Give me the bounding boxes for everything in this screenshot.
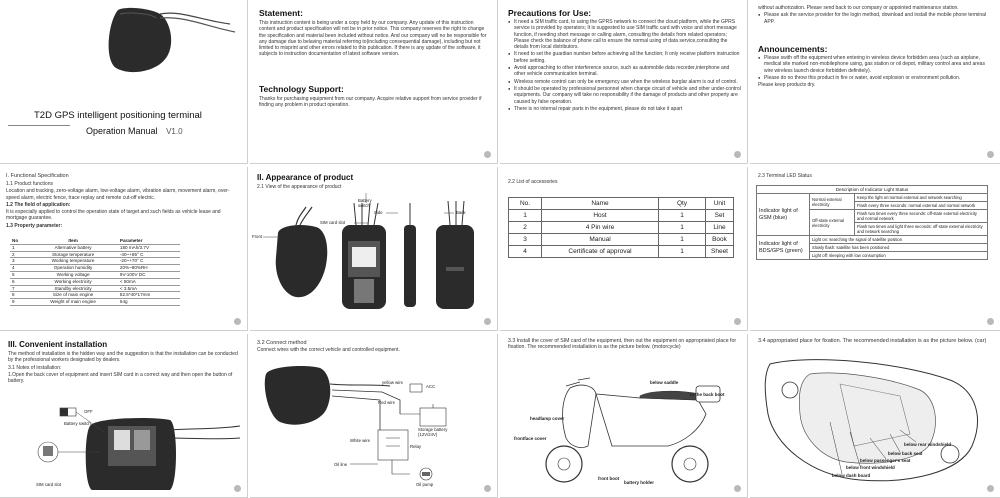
property-row bbox=[10, 278, 180, 285]
gsm-normal-desc-1: Keep the light on:normal external and network searching bbox=[855, 194, 988, 202]
property-row bbox=[10, 285, 180, 292]
accessory-cell-no: 3 bbox=[509, 234, 542, 246]
accessories-table bbox=[508, 197, 734, 258]
s12-text: It is especially applied to control the operation state of target and such fields as vehicle lease and mortgage guarantee. bbox=[6, 209, 221, 222]
on-label: ON bbox=[60, 409, 67, 414]
front-boot-label: front boot bbox=[598, 476, 620, 481]
back-label: Back bbox=[456, 210, 466, 215]
property-cell-no: 4 bbox=[10, 265, 28, 272]
front-cover-label: frontface cover bbox=[514, 436, 547, 441]
accessory-row bbox=[509, 234, 734, 246]
accessory-cell-name: 4 Pin wire bbox=[542, 222, 659, 234]
property-cell-no: 5 bbox=[10, 271, 28, 278]
property-cell-parameter: -20~+70° C bbox=[118, 258, 180, 265]
announcements-panel bbox=[750, 0, 1000, 164]
sim-insert-illustration bbox=[0, 334, 248, 498]
property-cell-parameter: 20%~80%RH bbox=[118, 265, 180, 272]
precaution-item: ● Avoid approaching to other interference source, such as automobile data recorder,interphone and other vehicle communication terminal. bbox=[508, 65, 742, 78]
functional-panel bbox=[0, 167, 248, 331]
install-text: The method of installation is the hidden way and the suggestion is that the installation can be conducted by the professional workers designated by dealers. bbox=[8, 351, 238, 364]
property-cell-no: 6 bbox=[10, 278, 28, 285]
motorcycle-heading: 3.3 Install the cover of SIM card of the equipment, then out the equipment on appropriated place for fixation. The recommended installation is as the picture below. (motorcycle) bbox=[508, 338, 737, 351]
back-seat-label: below back seat bbox=[888, 451, 923, 456]
page-number-dot bbox=[484, 318, 491, 325]
announcements-lead bbox=[758, 5, 994, 26]
s31-text: 1.Open the back cover of equipment and insert SIM card in a correct way and then open the button of battery. bbox=[8, 371, 233, 385]
car-heading: 3.4 appropriated place for fixation. The recommended installation is as the picture below. (car) bbox=[758, 338, 987, 344]
accessories-heading: 2.2 List of accessories bbox=[508, 179, 558, 185]
accessory-cell-unit: Set bbox=[706, 210, 734, 222]
property-row bbox=[10, 271, 180, 278]
car-illustration bbox=[750, 334, 1000, 498]
cover-divider bbox=[8, 125, 70, 126]
battery-holder-label: battery holder bbox=[624, 480, 655, 485]
announcements-heading: Announcements: bbox=[758, 44, 828, 54]
motorcycle-panel bbox=[500, 334, 748, 498]
property-cell-item: Operation humidity bbox=[28, 265, 118, 272]
property-cell-parameter: -40~+85° C bbox=[118, 251, 180, 258]
statement-text: This instruction content is being under a copy held by our company. Any update of this instruction content and product specification will not be in prior notice. This company reserves the right to change the specification and material been included without notice. And our company will no be responsible for any damage due to belaving material referring to(including consequential damage), including but not limited to misprint and other errors related to this publication. If there is any update of the software, it subjects to instruction documentation of latest software version. bbox=[259, 20, 487, 58]
accessory-cell-qty: 1 bbox=[659, 210, 706, 222]
accessory-cell-unit: Book bbox=[706, 234, 734, 246]
support-heading: Technology Support: bbox=[259, 84, 344, 94]
wiring-diagram bbox=[250, 334, 498, 498]
back-boot-label: In the back boot bbox=[690, 392, 725, 397]
property-cell-item: Weight of main engine bbox=[28, 299, 118, 306]
property-cell-parameter: 9V-100V DC bbox=[118, 271, 180, 278]
announcements-list bbox=[758, 55, 994, 89]
led-table-title: Description of Indicator Light Status bbox=[757, 186, 988, 194]
passenger-seat-label: below passenger's seat bbox=[860, 458, 911, 463]
property-cell-parameter: 54g bbox=[118, 299, 180, 306]
page-number-dot bbox=[234, 318, 241, 325]
rear-windshield-label: below rear windshield bbox=[904, 442, 952, 447]
front-windshield-label: below front windshield bbox=[846, 465, 895, 470]
accessory-row bbox=[509, 246, 734, 258]
property-cell-no: 7 bbox=[10, 285, 28, 292]
accessory-cell-name: Certificate of approval bbox=[542, 246, 659, 258]
property-cell-parameter: 82.5*40*17mm bbox=[118, 292, 180, 299]
property-cell-no: 3 bbox=[10, 258, 28, 265]
storage-battery-label: Storage battery (12V/24V) bbox=[418, 427, 448, 437]
oil-line-label: Oil line bbox=[334, 462, 348, 467]
acc-col-unit: Unit bbox=[706, 198, 734, 210]
led-panel bbox=[750, 167, 1000, 331]
gsm-offstate-desc-2: Flash two times and light three seconds: off-state external electricity and network searching bbox=[855, 223, 988, 236]
accessory-cell-qty: 1 bbox=[659, 234, 706, 246]
accessory-cell-no: 4 bbox=[509, 246, 542, 258]
off-label: OFF bbox=[84, 409, 93, 414]
precautions-panel bbox=[500, 0, 748, 164]
red-wire-label: Red wire bbox=[378, 400, 395, 405]
operation-manual-label: Operation Manual bbox=[86, 126, 158, 136]
install-heading: III. Convenient installation bbox=[8, 340, 108, 349]
car-panel bbox=[750, 334, 1000, 498]
cover-subtitle bbox=[86, 126, 183, 136]
col-item: Item bbox=[28, 238, 118, 244]
accessory-cell-unit: Sheet bbox=[706, 246, 734, 258]
precaution-item: ● There is no internal repair parts in the equipment, please do not take it apart bbox=[508, 106, 742, 112]
gsm-normal-desc-2: Flash every three seconds: normal external and normal network bbox=[855, 202, 988, 210]
announcement-item: ● Please swith off the equipment when entering in wireless device forbidden area (such as airplane, medical site marked non-mobilephone using, gas station or oil depot, military control area and areas wire wireless launch device forbidden definitely). bbox=[758, 55, 994, 74]
bds-row: Light off: sleeping with low consumption bbox=[810, 252, 988, 260]
lead-item: ● Please ask the service provider for the login method, download and install the mobile phone terminal APP. bbox=[758, 12, 994, 25]
s31-title: 3.1 Notes of installation: bbox=[8, 364, 62, 371]
page-number-dot bbox=[734, 485, 741, 492]
support-text: Thanks for purchasing equipment from our company. Acquire relative support from service provider if finding any problem in product operation. bbox=[259, 96, 482, 109]
announcements-footer: Please keep products dry. bbox=[758, 82, 816, 89]
accessory-cell-no: 1 bbox=[509, 210, 542, 222]
install-panel bbox=[0, 334, 248, 498]
property-row bbox=[10, 251, 180, 258]
property-cell-parameter: < 3.5mA bbox=[118, 285, 180, 292]
col-no: No bbox=[10, 238, 28, 244]
s11-text: Location and tracking, zero-voltage alarm, low-voltage alarm, vibration alarm, movement alarm, over-speed alarm, electric fence, trace replay and remote cut-off electric. bbox=[6, 188, 230, 201]
s11-title: 1.1 Product functions bbox=[6, 181, 53, 187]
property-cell-no: 2 bbox=[10, 251, 28, 258]
property-row bbox=[10, 299, 180, 306]
property-table bbox=[10, 238, 180, 306]
battery-switch-label: Battery switch bbox=[358, 198, 372, 208]
device-views-illustration bbox=[250, 167, 498, 331]
gsm-label: Indicator light of GSM (blue) bbox=[757, 194, 810, 236]
battery-switch-label: Battery switch bbox=[64, 421, 91, 426]
s12-title: 1.2 The field of application: bbox=[6, 201, 71, 208]
property-row bbox=[10, 244, 180, 251]
col-parameter: Parameter bbox=[118, 238, 180, 244]
acc-col-qty: Qty bbox=[659, 198, 706, 210]
white-wire-label: White wire bbox=[350, 438, 371, 443]
accessory-cell-qty: 1 bbox=[659, 246, 706, 258]
connect-heading: 3.2 Connect method bbox=[257, 340, 307, 346]
led-table bbox=[756, 185, 988, 260]
precaution-item: ● It should be operated by professional personnel when change circuit of vehicle and other under-control equipments. Our company will take no responsibility if the damage of products and other property are caused by false operation. bbox=[508, 86, 742, 105]
acc-col-no: No. bbox=[509, 198, 542, 210]
property-cell-no: 9 bbox=[10, 299, 28, 306]
precautions-heading: Precautions for Use: bbox=[508, 8, 592, 18]
precaution-item: ● It need a SIM traffic card, to using the GPRS network to connect the cloud platform, while the GPRS service is provided by operators; It is suggested to use SIM traffic card with voice and short message function, if needing short message or calling alarm, consulting the details from related operators; Please check the balance of phone call to ensure the normal using of data service,consulting the details from local distributors. bbox=[508, 19, 742, 50]
accessory-cell-no: 2 bbox=[509, 222, 542, 234]
page-number-dot bbox=[734, 151, 741, 158]
precautions-list bbox=[508, 19, 742, 113]
page-number-dot bbox=[234, 485, 241, 492]
property-cell-no: 8 bbox=[10, 292, 28, 299]
connect-sub: Connect wires with the correct vehicle and controlled equipment. bbox=[257, 347, 400, 353]
dashboard-label: below dash board bbox=[832, 473, 871, 478]
appearance-heading: II. Appearance of product bbox=[257, 173, 354, 182]
page-number-dot bbox=[987, 151, 994, 158]
accessory-cell-name: Host bbox=[542, 210, 659, 222]
page-number-dot bbox=[484, 151, 491, 158]
statement-panel bbox=[250, 0, 498, 164]
sim-slot-label: SIM card slot bbox=[36, 482, 62, 487]
front-label: Front bbox=[252, 234, 263, 239]
bds-row: Light on: searching the signal of satellite position bbox=[810, 236, 988, 244]
s13-title: 1.3 Property parameter: bbox=[6, 222, 63, 229]
property-cell-item: Storage temperature bbox=[28, 251, 118, 258]
property-cell-item: Working temperature bbox=[28, 258, 118, 265]
accessory-row bbox=[509, 222, 734, 234]
gsm-offstate-mode: Off-state external electricity bbox=[810, 210, 855, 236]
page-number-dot bbox=[987, 318, 994, 325]
property-cell-parameter: 180 mAh/3.7V bbox=[118, 244, 180, 251]
led-heading: 2.3 Terminal LED Status bbox=[758, 173, 812, 179]
property-cell-item: Working voltage bbox=[28, 271, 118, 278]
accessory-cell-qty: 1 bbox=[659, 222, 706, 234]
property-cell-item: Working electricity bbox=[28, 278, 118, 285]
relay-label: Relay bbox=[410, 444, 421, 449]
accessory-row bbox=[509, 210, 734, 222]
gsm-normal-mode: Normal external electricity bbox=[810, 194, 855, 210]
cover-panel bbox=[0, 0, 248, 164]
bds-label: Indicator light of BDS/GPS (green) bbox=[757, 236, 810, 260]
version-label: V1.0 bbox=[166, 127, 183, 136]
gps-device-illustration bbox=[0, 0, 248, 164]
property-cell-item: Alternative battery bbox=[28, 244, 118, 251]
statement-heading: Statement: bbox=[259, 8, 303, 18]
property-cell-parameter: < 50mA bbox=[118, 278, 180, 285]
accessories-panel bbox=[500, 167, 748, 331]
announcement-item: ● Please do no throw this product in fire or water, avoid explosion or environment pollution. bbox=[758, 75, 994, 81]
acc-label: ACC bbox=[426, 384, 436, 389]
precaution-item: ● It need to set the guardian number before achieving all the function; It only receive platform instruction before setting. bbox=[508, 51, 742, 64]
functional-heading: I. Functional Specification bbox=[6, 173, 69, 179]
appearance-sub: 2.1 View of the appearance of product bbox=[257, 184, 342, 190]
headlamp-label: headlamp cover bbox=[530, 416, 565, 421]
sim-slot-label: SIM card slot bbox=[320, 220, 346, 225]
page-number-dot bbox=[987, 485, 994, 492]
bds-row: Slowly flash: satellite has been positioned bbox=[810, 244, 988, 252]
property-cell-item: Size of main engine bbox=[28, 292, 118, 299]
yellow-wire-label: yellow wire bbox=[382, 380, 404, 385]
page-number-dot bbox=[734, 318, 741, 325]
side-label: Side bbox=[374, 210, 383, 215]
property-row bbox=[10, 258, 180, 265]
appearance-panel bbox=[250, 167, 498, 331]
lead-text: without authorization. Please send back to our company or appointed maintenance station. bbox=[758, 5, 959, 11]
property-row bbox=[10, 265, 180, 272]
connect-panel bbox=[250, 334, 498, 498]
acc-col-name: Name bbox=[542, 198, 659, 210]
cover-title: T2D GPS intelligent positioning terminal bbox=[34, 110, 202, 121]
accessory-cell-name: Manual bbox=[542, 234, 659, 246]
property-cell-item: Standby electricity bbox=[28, 285, 118, 292]
page-number-dot bbox=[484, 485, 491, 492]
saddle-label: below saddle bbox=[650, 380, 679, 385]
property-cell-no: 1 bbox=[10, 244, 28, 251]
precaution-item: ● Wireless remote control can only be emergency use when the wireless burglar alarm is out of control. bbox=[508, 79, 742, 85]
functional-body bbox=[6, 181, 242, 230]
property-row bbox=[10, 292, 180, 299]
accessory-cell-unit: Line bbox=[706, 222, 734, 234]
gsm-offstate-desc-1: Flash two times every three seconds: off-state external electricity and normal network bbox=[855, 210, 988, 223]
oil-pump-label: Oil pump bbox=[416, 482, 434, 487]
